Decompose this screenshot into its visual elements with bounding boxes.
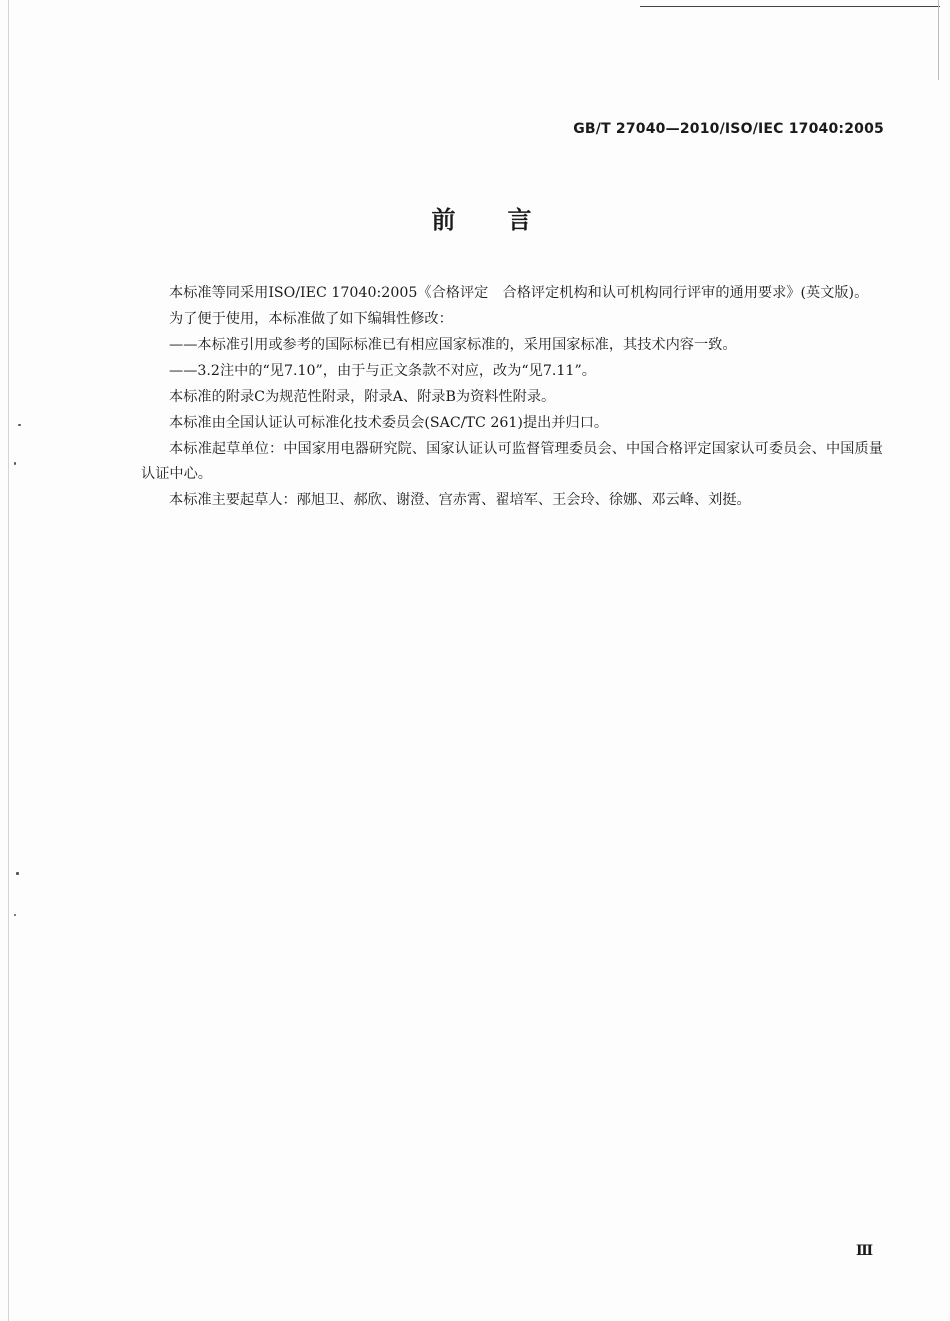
paragraph-annexes: 本标准的附录C为规范性附录，附录A、附录B为资料性附录。: [169, 389, 556, 405]
page-number: Ⅲ: [856, 1243, 874, 1259]
scan-speck: [16, 872, 19, 875]
paragraph-edits-intro: 为了便于使用，本标准做了如下编辑性修改：: [169, 311, 453, 327]
scan-edge-line: [640, 6, 940, 7]
paragraph-drafting-units: 本标准起草单位：中国家用电器研究院、国家认证认可监督管理委员会、中国合格评定国家认可委员会、中国质量认证中心。: [141, 441, 883, 482]
scan-speck: [14, 462, 16, 465]
scan-edge-line: [938, 0, 939, 80]
standard-code-header: GB/T 27040—2010/ISO/IEC 17040:2005: [573, 121, 884, 137]
scan-edge-line: [8, 0, 9, 1321]
foreword-body: [141, 281, 883, 514]
paragraph-proposed-by: 本标准由全国认证认可标准化技术委员会(SAC/TC 261)提出并归口。: [169, 415, 609, 431]
scan-speck: [18, 424, 21, 426]
page-title: 前言: [431, 206, 584, 234]
paragraph-edit-item-2: ——3.2注中的“见7.10”，由于与正文条款不对应，改为“见7.11”。: [169, 363, 596, 379]
paragraph-adoption: 本标准等同采用ISO/IEC 17040:2005《合格评定 合格评定机构和认可机构同行评审的通用要求》(英文版)。: [169, 285, 869, 301]
paragraph-edit-item-1: ——本标准引用或参考的国际标准已有相应国家标准的，采用国家标准，其技术内容一致。: [169, 337, 737, 353]
scan-speck: [14, 914, 16, 916]
paragraph-drafters: 本标准主要起草人：邴旭卫、郝欣、谢澄、宫赤霄、翟培军、王会玲、徐娜、邓云峰、刘挺。: [169, 492, 751, 508]
